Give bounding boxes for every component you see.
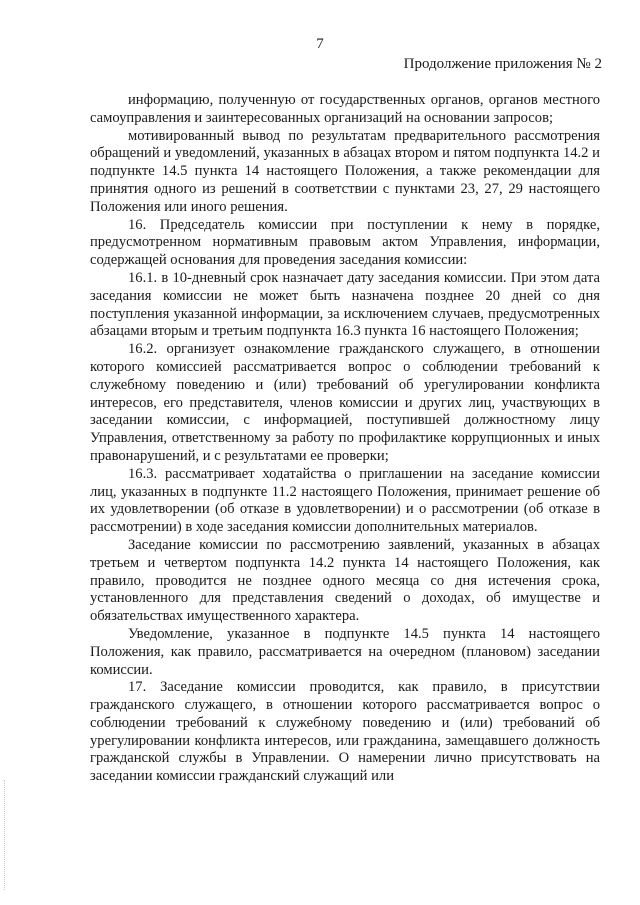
appendix-note: Продолжение приложения № 2: [403, 56, 602, 72]
paragraph-item-16-1: 16.1. в 10-дневный срок назначает дату заседания комиссии. При этом дата заседания комиссии не может быть назначена позднее 20 дней со дня поступления указанной информации, за исключением случаев, предусмотренных абзацами вторым и третьим подпункта 16.3 пункта 16 настоящего Положения;: [90, 269, 600, 340]
paragraph-item-16-2: 16.2. организует ознакомление гражданского служащего, в отношении которого комиссией рассматривается вопрос о соблюдении требований к служебному поведению и (или) требований об урегулировании конфликта интересов, его представителя, членов комиссии и других лиц, участвующих в заседании комиссии, с информацией, поступившей должностному лицу Управления, ответственному за работу по профилактике коррупционных и иных правонарушений, и с результатами ее проверки;: [90, 341, 600, 464]
paragraph-meeting-timing: Заседание комиссии по рассмотрению заявлений, указанных в абзацах третьем и четвертом подпункта 14.2 пункта 14 настоящего Положения, как правило, проводится не позднее одного месяца со дня истечения срока, установленного для представления сведений о доходах, об имуществе и обязательствах имущественного характера.: [90, 536, 600, 625]
page-number: 7: [316, 36, 324, 52]
paragraph-information-sources: информацию, полученную от государственных органов, органов местного самоуправления и заинтересованных организаций на основании запросов;: [90, 92, 600, 126]
paragraph-notification-review: Уведомление, указанное в подпункте 14.5 пункта 14 настоящего Положения, как правило, рассматривается на очередном (плановом) заседании комиссии.: [90, 625, 600, 678]
document-body: [90, 92, 600, 786]
paragraph-item-16-3: 16.3. рассматривает ходатайства о приглашении на заседание комиссии лиц, указанных в подпункте 11.2 настоящего Положения, принимает решение об их удовлетворении (об отказе в удовлетворении) и о рассмотрении (об отказе в рассмотрении) в ходе заседания комиссии дополнительных материалов.: [90, 465, 600, 536]
paragraph-item-16: 16. Председатель комиссии при поступлении к нему в порядке, предусмотренном нормативным правовым актом Управления, информации, содержащей основания для проведения заседания комиссии:: [90, 216, 600, 269]
paragraph-motivated-conclusion: мотивированный вывод по результатам предварительного рассмотрения обращений и уведомлений, указанных в абзацах втором и пятом подпункта 14.2 и подпункте 14.5 пункта 14 настоящего Положения, а также рекомендации для принятия одного из решений в соответствии с пунктами 23, 27, 29 настоящего Положения или иного решения.: [90, 127, 600, 215]
paragraph-item-17: 17. Заседание комиссии проводится, как правило, в присутствии гражданского служащего, в отношении которого рассматривается вопрос о соблюдении требований к служебному поведению и (или) требований об урегулировании конфликта интересов, или гражданина, замещавшего должность гражданской службы в Управлении. О намерении лично присутствовать на заседании комиссии гражданский служащий или: [90, 679, 600, 785]
scan-edge-mark: [4, 780, 6, 890]
